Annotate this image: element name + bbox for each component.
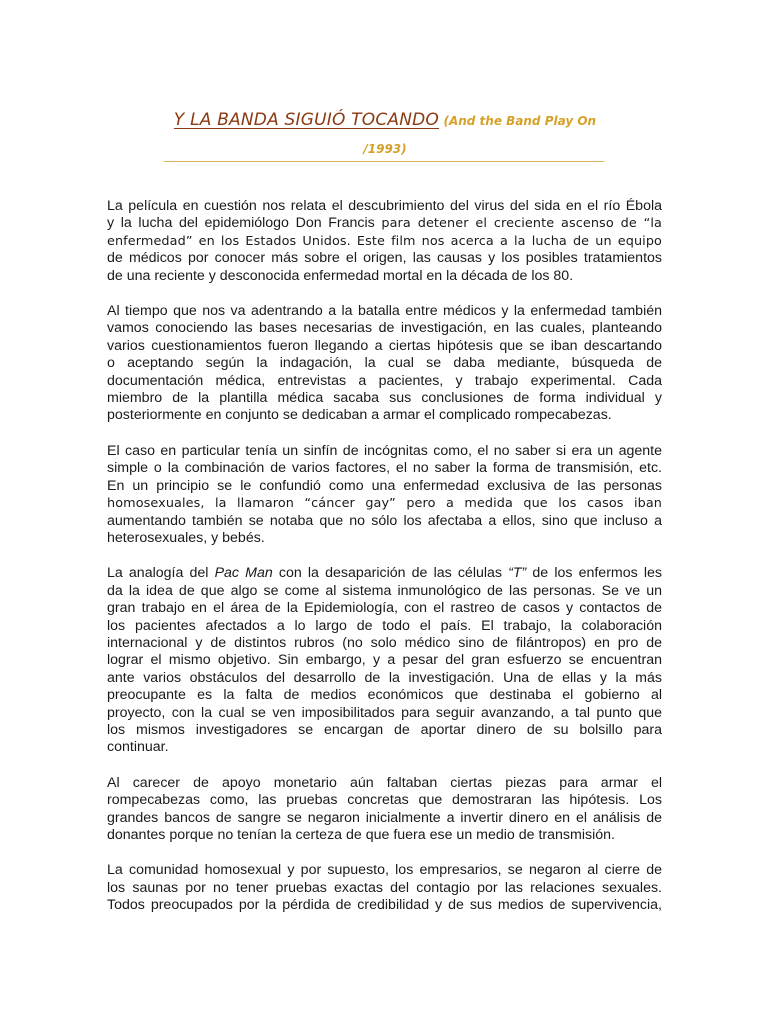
text-line: de una reciente y desconocida enfermedad mortal en la década de los 80. [107,267,574,284]
text-line: internacional y de distintos rubros (no solo médico sino de filántropos) en pro de [107,634,662,651]
text-line [107,565,662,582]
text-line: los mismos investigadores se encargan de aportar dinero de su bolsillo para [107,721,662,738]
title-divider [164,161,604,162]
text-line: grandes bancos de sangre se negaron inicialmente a invertir dinero en el análisis de [107,809,662,826]
text-line: El caso en particular tenía un sinfín de incógnitas como, el no saber si era un agente [107,442,662,459]
text-line: rompecabezas como, las pruebas concretas que demostraran las hipótesis. Los [107,792,662,809]
paragraph-5 [107,775,662,845]
text-line: lograr el mismo objetivo. Sin embargo, y a pesar del gran esfuerzo se encuentran [107,652,662,669]
text-line: Al carecer de apoyo monetario aún faltaban ciertas piezas para armar el [107,774,662,791]
title-line [160,107,610,134]
text-line: gran trabajo en el área de la Epidemiología, con el rastreo de casos y contactos de [107,600,662,617]
text-span-alt-font: para detener el creciente ascenso de “la [381,216,663,232]
text-line: En un principio se le confundió como una enfermedad exclusiva de las personas [107,477,662,494]
text-line: preocupante es la falta de medios económicos que destinaba el gobierno al [107,687,662,704]
text-line: proyecto, con la cual se ven imposibilitados para seguir avanzando, a tal punto que [107,704,662,721]
text-line-alt-font: homosexuales, la llamaron “cáncer gay” pero a medida que los casos iban [107,496,662,512]
text-line: varios cuestionamientos fueron llegando a ciertas hipótesis que se iban descartando [107,337,662,354]
paragraph-3 [107,443,662,547]
text-line: los saunas por no tener pruebas exactas del contagio por las relaciones sexuales. [107,879,662,896]
text-line: continuar. [107,739,169,756]
text-span: La analogía del [107,565,215,582]
text-line: La película en cuestión nos relata el descubrimiento del virus del sida en el río Ébola [107,198,662,214]
document-title: Y LA BANDA SIGUIÓ TOCANDO [173,110,440,130]
paragraph-1 [107,198,662,285]
title-block [160,107,610,160]
text-line: La comunidad homosexual y por supuesto, los empresarios, se negaron al cierre de [107,862,662,879]
text-line: donantes porque no tenían la certeza de que fuera ese un medio de transmisión. [107,827,615,843]
text-line: miembro de la plantilla médica sacaba sus conclusiones de forma individual y [107,390,662,407]
text-line [107,215,662,232]
text-span: de los enfermos les [526,565,662,582]
document-body [107,198,662,933]
document-year: /1993) [363,142,407,156]
text-line: posteriormente en conjunto se dedicaban a armar el complicado rompecabezas. [107,407,612,424]
text-line: heterosexuales, y bebés. [107,529,265,546]
text-line: simple o la combinación de varios factores, el no saber la forma de transmisión, etc. [107,460,662,477]
text-line: o aceptando según la indagación, la cual se daba mediante, búsqueda de [107,355,662,372]
text-line: ante varios obstáculos del desarrollo de la investigación. Una de ellas y la más [107,669,662,686]
text-line: Al tiempo que nos va adentrando a la batalla entre médicos y la enfermedad también [107,303,662,320]
text-line: vamos conociendo las bases necesarias de investigación, en las cuales, planteando [107,320,662,337]
text-line-alt-font: enfermedad” en los Estados Unidos. Este film nos acerca a la lucha de un equipo [107,233,662,249]
text-line: documentación médica, entrevistas a pacientes, y trabajo experimental. Cada [107,372,662,389]
text-line: Todos preocupados por la pérdida de credibilidad y de sus medios de supervivencia, [107,897,662,914]
text-line: da la idea de que algo se come al sistema inmunológico de las personas. Se ve un [107,582,662,599]
text-line: los pacientes afectados a lo largo de todo el país. El trabajo, la colaboración [107,617,662,634]
text-line: de médicos por conocer más sobre el origen, las causas y los posibles tratamientos [107,250,662,267]
italic-span: Pac Man [214,565,273,582]
italic-span: “T” [508,565,527,582]
text-span: con la desaparición de las células [272,565,509,582]
text-span: y la lucha del epidemiólogo Don Francis [107,215,382,232]
paragraph-6 [107,862,662,914]
document-subtitle: (And the Band Play On [443,114,597,128]
paragraph-2 [107,303,662,425]
text-line: aumentando también se notaba que no sólo los afectaba a ellos, sino que incluso a [107,512,662,529]
paragraph-4 [107,565,662,756]
